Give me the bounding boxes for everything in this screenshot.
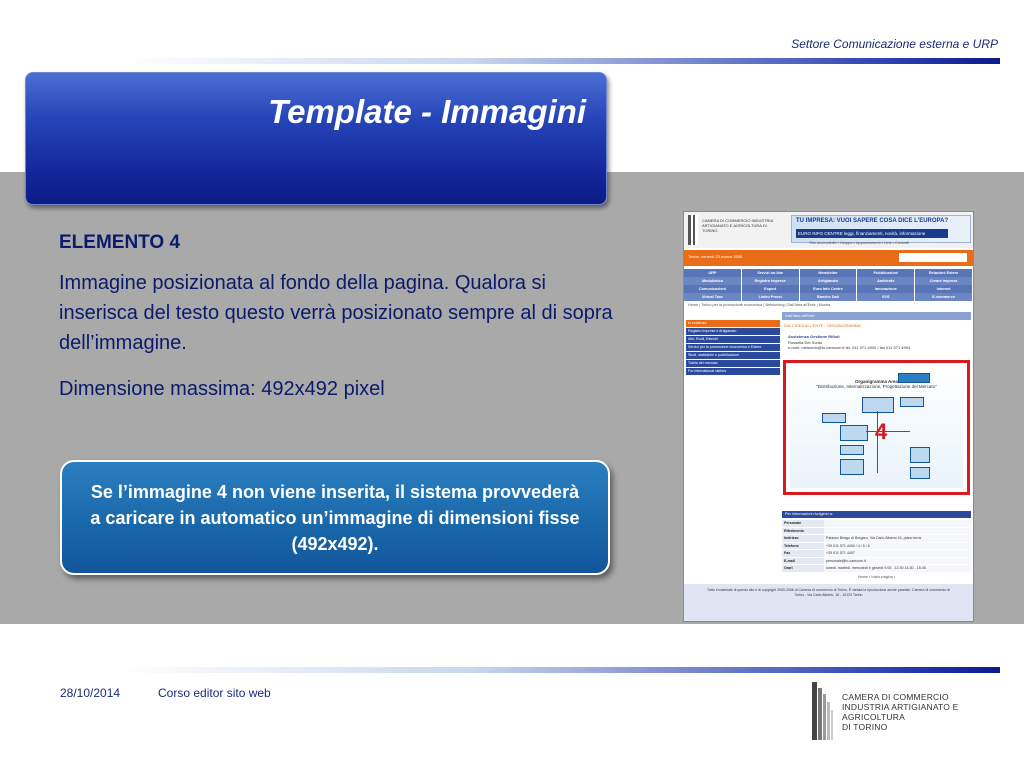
site-subtitle: DALL'IDEA ALL'ENTE - ORGANIGRAMMA	[784, 323, 861, 328]
site-nav-item[interactable]: Internet	[915, 285, 973, 293]
logo-line3: DI TORINO	[842, 722, 888, 732]
site-top-links: Sito accessibile • Mappa • Appuntamenti • Link • Contatti	[809, 240, 909, 245]
info-row	[782, 550, 971, 558]
site-nav-item[interactable]: Pubblicazioni	[857, 269, 915, 277]
site-breadcrumb: Home | Torino per la promozione economica | Networking | Dall'Idea all'Ente | Mostra	[688, 303, 831, 307]
info-value: Palazzo Birago di Borgaro, Via Carlo Alberto 16, piano terra	[824, 535, 971, 542]
org-title-line2: "Distribuzione, Internalizzazione, Progettazione del Mercato"	[816, 384, 937, 389]
info-value	[824, 528, 971, 535]
info-row	[782, 543, 971, 551]
max-dimension-text: Dimensione massima: 492x492 pixel	[59, 378, 385, 400]
info-value: personale@to.camcom.it	[824, 558, 971, 565]
site-banner	[791, 215, 971, 243]
assist-body: Rossella Del Sordo	[788, 339, 823, 345]
site-nav-item[interactable]: Servizi on-line	[742, 269, 800, 277]
info-key: Indirizzo	[782, 535, 824, 542]
info-key: Telefono	[782, 543, 824, 550]
site-left-menu-item[interactable]: In evidenza	[686, 320, 780, 327]
site-nav-item[interactable]: Artigianato	[800, 277, 858, 285]
info-key: E-mail	[782, 558, 824, 565]
site-header	[684, 212, 973, 248]
nav-row-4	[684, 293, 973, 301]
nav-row-2	[684, 277, 973, 285]
logo-line1: CAMERA DI COMMERCIO	[842, 692, 949, 702]
info-key: Personale	[782, 520, 824, 527]
nav-row-3	[684, 285, 973, 293]
site-footer	[684, 584, 973, 621]
site-left-menu-item[interactable]: Studi, statistiche e pubblicazioni	[686, 352, 780, 359]
org-title-line1: Organigramma Area	[854, 379, 899, 384]
nav-row-1	[684, 269, 973, 277]
slide-title: Template - Immagini	[268, 93, 586, 130]
site-nav-item[interactable]: E-commerce	[915, 293, 973, 301]
placeholder-number-4: 4	[875, 419, 888, 444]
site-orange-bar	[684, 250, 973, 266]
top-gradient-bar	[120, 58, 1000, 64]
org-box	[862, 397, 894, 413]
footer-course-title: Corso editor sito web	[158, 686, 271, 700]
site-date: Torino, venerdì 23 marzo 2008	[688, 254, 743, 259]
info-row	[782, 528, 971, 536]
site-nav-item[interactable]: Creare impresa	[915, 277, 973, 285]
element-title: ELEMENTO 4	[59, 232, 181, 253]
site-search-input	[899, 253, 967, 262]
site-nav-item[interactable]: Listini Prezzi	[742, 293, 800, 301]
org-box	[900, 397, 924, 407]
chamber-logo-text	[842, 692, 1010, 732]
site-left-menu	[686, 320, 780, 372]
assist-title: Assistenza Gestione Rifiuti	[788, 334, 840, 339]
site-left-menu-item[interactable]: For international visitors	[686, 368, 780, 375]
info-row	[782, 558, 971, 566]
banner-line2: EURO INFO CENTRE leggi, finanziamenti, novità, informazione	[796, 229, 948, 238]
section-header-text: Settore Comunicazione esterna e URP	[791, 37, 998, 51]
site-nav-item[interactable]: Export	[742, 285, 800, 293]
org-connector	[866, 431, 910, 432]
site-nav-item[interactable]: Banche Dati	[800, 293, 858, 301]
org-box	[840, 445, 864, 455]
info-value	[824, 520, 971, 527]
info-value: +39 011 571 4400 / 4 / 5 / 6	[824, 543, 971, 550]
chamber-logo	[810, 680, 1010, 742]
info-key: Orari	[782, 565, 824, 572]
title-box	[25, 72, 607, 205]
element-description: Immagine posizionata al fondo della pagina. Qualora si inserisca del testo questo verrà posizionato sempre al di sopra dell’immagine.	[59, 272, 613, 354]
info-value: +39 011 571 4407	[824, 550, 971, 557]
org-box	[840, 459, 864, 475]
footer-date: 28/10/2014	[60, 686, 121, 700]
site-nav-item[interactable]: Comunicazioni	[684, 285, 742, 293]
assist-contact: e-mail: rdelsordo@to.camcom.it tel. 011 571 4900 / fax 011 571 4994	[788, 345, 911, 350]
content-block	[59, 232, 619, 404]
site-nav-item[interactable]: Euro Info Centre	[800, 285, 858, 293]
site-nav-item[interactable]: Modulistica	[684, 277, 742, 285]
org-box	[910, 467, 930, 479]
info-row	[782, 565, 971, 573]
site-logo-icon	[688, 215, 698, 245]
image4-highlight-box	[783, 360, 970, 495]
org-box	[840, 425, 868, 441]
site-left-menu-item[interactable]: Tutela del mercato	[686, 360, 780, 367]
org-chart-title	[790, 379, 963, 389]
site-nav-item[interactable]: SVS	[857, 293, 915, 301]
site-left-menu-item[interactable]: Registro Imprese e Artigianato	[686, 328, 780, 335]
site-main-heading: Dall'Idea all'Ente	[782, 312, 971, 320]
org-box	[910, 447, 930, 463]
site-nav-item[interactable]: Virtual Tour	[684, 293, 742, 301]
site-nav-item[interactable]: URP	[684, 269, 742, 277]
site-nav-item[interactable]: Newsletter	[800, 269, 858, 277]
site-nav-item[interactable]: Relazioni Estere	[915, 269, 973, 277]
site-left-menu-item[interactable]: Albi, Ruoli, Elenchi	[686, 336, 780, 343]
site-assist-block	[788, 334, 963, 351]
chamber-logo-icon	[810, 680, 838, 742]
note-text: Se l’immagine 4 non viene inserita, il sistema provvederà a caricare in automatico un’immagine di dimensioni fisse (492x492).	[90, 481, 580, 554]
info-row	[782, 520, 971, 528]
website-screenshot	[683, 211, 974, 622]
logo-line2: INDUSTRIA ARTIGIANATO E AGRICOLTURA	[842, 702, 959, 722]
site-nav-item[interactable]: Ambiente	[857, 277, 915, 285]
site-footer-text: Tutto il materiale di questo sito è di copyright 2000-2006 di Camera di commercio di Torino. È vietata la riproduzione anche parziale. Camera di commercio di Torino - Via Carlo Alberto, 16 - 10123 Torino	[707, 588, 950, 597]
info-row	[782, 535, 971, 543]
info-heading: Per informazioni rivolgersi a:	[782, 511, 971, 518]
org-box	[898, 373, 930, 383]
site-left-menu-item[interactable]: Servizi per la promozione economica e Estero	[686, 344, 780, 351]
org-box	[822, 413, 846, 423]
site-nav-grid	[684, 269, 973, 301]
site-home-bar: Home • Inizio pagina •	[857, 575, 896, 579]
info-key: Riferimento	[782, 528, 824, 535]
site-nav-item[interactable]: Innovazione	[857, 285, 915, 293]
site-logo-text: CAMERA DI COMMERCIO INDUSTRIA ARTIGIANATO E AGRICOLTURA DI TORINO	[702, 218, 773, 233]
info-value: lunedì, martedì, mercoledì e giovedì 9.00 - 12.30 14.30 - 15.45	[824, 565, 971, 572]
site-nav-item[interactable]: Registro Imprese	[742, 277, 800, 285]
bottom-gradient-bar	[120, 667, 1000, 673]
info-table	[782, 520, 971, 573]
banner-line1: TU IMPRESA: VUOI SAPERE COSA DICE L'EUROPA?	[796, 218, 949, 224]
note-box	[60, 460, 610, 575]
org-chart-image	[790, 367, 963, 488]
info-key: Fax	[782, 550, 824, 557]
